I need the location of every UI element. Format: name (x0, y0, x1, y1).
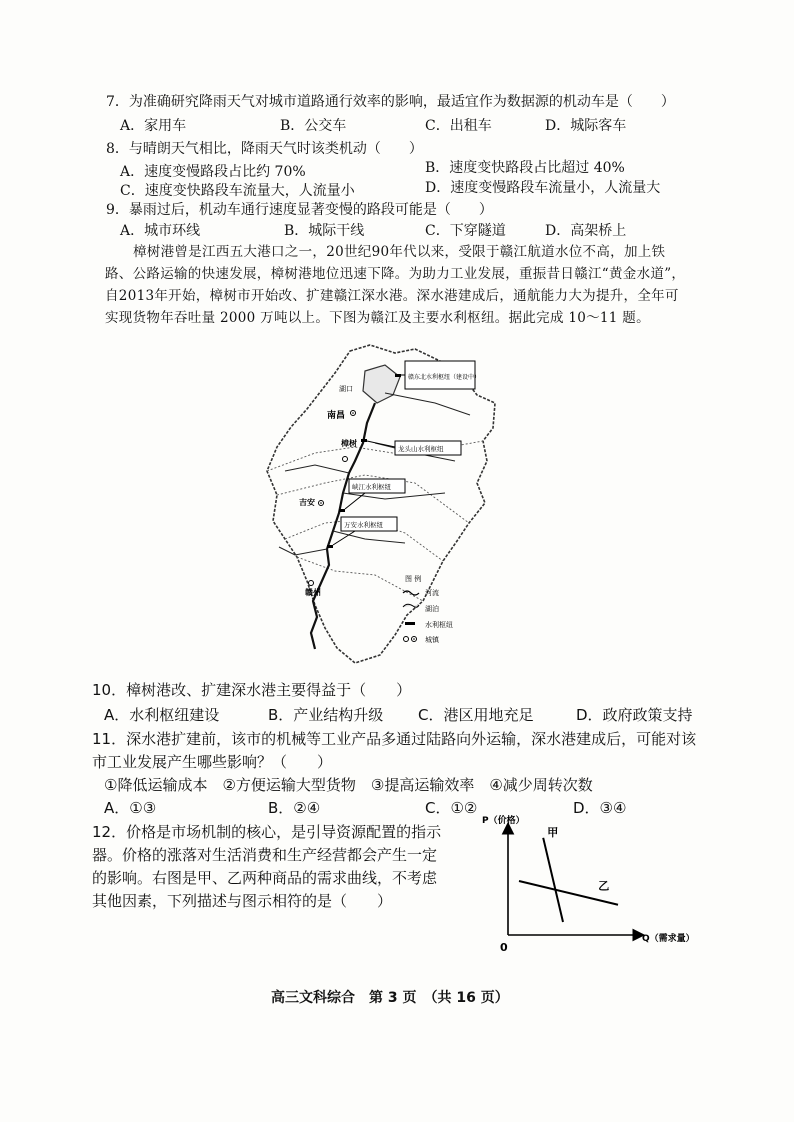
map-label-jian: 吉安 (299, 498, 315, 507)
callout-leader (333, 531, 355, 545)
q10-option-c: C．港区用地充足 (418, 706, 534, 724)
legend-city-symbol (404, 637, 409, 642)
dam-marker (395, 374, 401, 377)
q11-option-a: A．①③ (104, 799, 157, 817)
q11-stem-line2: 市工业发展产生哪些影响？（ ） (92, 753, 333, 771)
city-marker (343, 457, 348, 462)
q9-option-c: C．下穿隧道 (425, 223, 506, 239)
q11-option-d: D．③④ (573, 799, 627, 817)
q7-option-d: D．城际客车 (545, 118, 627, 134)
q11-stem-line1: 11．深水港扩建前，该市的机械等工业产品多通过陆路向外运输，深水港建成后，可能对该 (92, 730, 697, 748)
q8-option-a: A．速度变慢路段占比约 70% (120, 164, 306, 180)
q7-stem: 7．为准确研究降雨天气对城市道路通行效率的影响，最适宜作为数据源的机动车是（ ） (106, 94, 675, 110)
q9-option-a: A．城市环线 (120, 223, 201, 239)
origin-label: 0 (500, 941, 508, 954)
legend-city-symbol (413, 638, 415, 640)
tributary (285, 465, 349, 473)
q10-stem: 10．樟树港改、扩建深水港主要得益于（ ） (92, 681, 412, 699)
x-axis-label: Q（需求量） (642, 934, 695, 944)
map-label-dam4: 万安水利枢纽 (344, 521, 383, 529)
tributary (385, 393, 470, 415)
series-jia-label: 甲 (547, 825, 559, 839)
dam-marker (339, 509, 345, 512)
q11-option-c: C．①② (425, 799, 478, 817)
map-label-nanchang: 南昌 (327, 411, 346, 421)
city-marker (320, 502, 322, 504)
q9-option-d: D．高架桥上 (545, 223, 627, 239)
q12-line2: 器。价格的涨落对生活消费和生产经营都会产生一定 (92, 846, 438, 864)
q7-option-a: A．家用车 (120, 118, 187, 134)
map-label-dam2: 龙头山水利枢纽 (398, 445, 444, 453)
series-jia-line (543, 838, 563, 922)
q9-stem: 9．暴雨过后，机动车通行速度显著变慢的路段可能是（ ） (106, 202, 493, 218)
q8-option-d: D．速度变慢路段车流量小，人流量大 (425, 180, 661, 196)
q11-items: ①降低运输成本 ②方便运输大型货物 ③提高运输效率 ④减少周转次数 (104, 776, 593, 794)
q12-line4: 其他因素，下列描述与图示相符的是（ ） (92, 892, 393, 910)
q10-option-d: D．政府政策支持 (576, 706, 693, 724)
legend-dam-symbol (405, 622, 415, 625)
tributary (279, 547, 327, 555)
q10-option-a: A．水利枢纽建设 (104, 706, 220, 724)
callout-leader (345, 493, 365, 509)
map-label-dam3: 峡江水利枢纽 (352, 483, 391, 491)
map-label-zhangshu: 樟树 (341, 439, 357, 448)
q9-option-b: B．城际干线 (284, 223, 365, 239)
tributary (333, 531, 405, 543)
q11-option-b: B．②④ (268, 799, 321, 817)
poyang-lake (363, 365, 400, 403)
q8-option-b: B．速度变快路段占比超过 40% (425, 160, 625, 176)
legend-city: 城镇 (425, 636, 439, 644)
dam-marker (361, 439, 367, 442)
ganjiang-map (255, 343, 530, 665)
q7-option-c: C．出租车 (425, 118, 492, 134)
map-label-dam1: 赣东北水利枢纽（建设中） (408, 374, 481, 381)
map-label-ganzhou: 赣州 (305, 588, 321, 597)
q7-option-b: B．公交车 (280, 118, 347, 134)
y-axis-label: P（价格） (482, 816, 525, 826)
legend-title: 图 例 (405, 575, 422, 583)
legend-dam: 水利枢纽 (425, 621, 453, 629)
q10-option-b: B．产业结构升级 (268, 706, 384, 724)
map-label-hukou: 湖口 (339, 385, 353, 393)
q8-stem: 8．与晴朗天气相比，降雨天气时该类机动（ ） (106, 141, 423, 157)
legend-lake: 湖泊 (425, 605, 439, 613)
q8-option-c: C．速度变快路段车流量大，人流量小 (120, 183, 355, 199)
series-yi-label: 乙 (598, 879, 610, 893)
dam-marker (327, 545, 333, 548)
page-footer: 高三文科综合 第 3 页 （共 16 页） (271, 990, 509, 1006)
callout-leader (367, 441, 395, 447)
demand-curve-chart (470, 815, 710, 955)
passage: 樟树港曾是江西五大港口之一，20世纪90年代以来，受限于赣江航道水位不高，加上铁路、公路运输的快速发展，樟树港地位迅速下降。为助力工业发展，重振昔日赣江“黄金水道”，自2013年开始，樟树市开始改、扩建赣江深水港。深水港建成后，通航能力大为提升，全年可实现货物年吞吐量 2000 万吨以上。下图为赣江及主要水利枢纽。据此完成 10～11 题。 (105, 244, 686, 326)
q12-line3: 的影响。右图是甲、乙两种商品的需求曲线，不考虑 (92, 869, 438, 887)
city-marker (309, 581, 314, 586)
city-marker (352, 412, 354, 414)
q12-line1: 12．价格是市场机制的核心，是引导资源配置的指示 (92, 823, 442, 841)
legend-lake-symbol (403, 604, 419, 607)
legend-river: 河流 (425, 589, 439, 597)
